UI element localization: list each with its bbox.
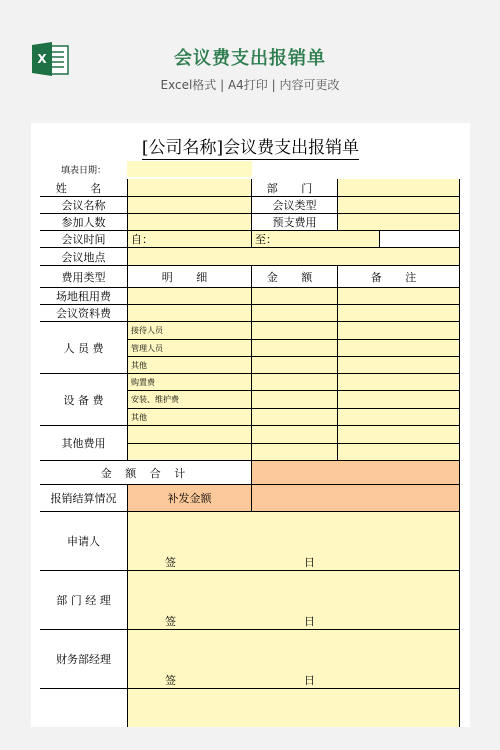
equipment-item: 购置费 [128,374,252,391]
equipment-amount-field[interactable] [252,374,338,391]
label-materials: 会议资料费 [40,305,128,322]
header-amount: 金 额 [252,266,338,288]
applicant-sign-label: 签 [165,556,176,569]
dept-manager-sign-label: 签 [165,615,176,628]
total-amount-field[interactable] [252,461,460,485]
finance-manager-sign-label: 签 [165,674,176,687]
attendees-field[interactable] [128,214,252,231]
label-personnel: 人 员 费 [40,322,128,374]
header-detail: 明 细 [128,266,252,288]
name-field[interactable] [128,179,252,197]
label-finance-manager: 财务部经理 [40,630,128,689]
fill-date-label: 填表日期： [61,166,107,176]
materials-amount-field[interactable] [252,305,338,322]
meeting-name-field[interactable] [128,197,252,214]
time-from-field[interactable]: 自： [128,231,252,248]
department-field[interactable] [338,179,460,197]
other-detail-field[interactable] [128,426,252,444]
label-meeting-name: 会议名称 [40,197,128,214]
meeting-type-field[interactable] [338,197,460,214]
label-budget: 预支费用 [252,214,338,231]
page-subtitle: Excel格式 | A4打印 | 内容可更改 [160,78,340,92]
label-attendees: 参加人数 [40,214,128,231]
label-name: 姓 名 [40,179,128,197]
time-to-field[interactable]: 至： [252,231,380,248]
equipment-amount-field[interactable] [252,391,338,409]
personnel-item: 管理人员 [128,340,252,357]
fill-date-field[interactable] [127,161,252,177]
svg-text:X: X [37,52,47,66]
other-remark-field[interactable] [338,426,460,444]
form-title: [公司名称]会议费支出报销单 [141,138,360,158]
personnel-item: 其他 [128,357,252,374]
label-supplement: 补发金额 [128,485,252,512]
meeting-place-field[interactable] [128,248,460,266]
personnel-amount-field[interactable] [252,340,338,357]
materials-detail-field[interactable] [128,305,252,322]
label-venue-rent: 场地租用费 [40,288,128,305]
label-meeting-type: 会议类型 [252,197,338,214]
other-amount-field[interactable] [252,444,338,461]
equipment-remark-field[interactable] [338,391,460,409]
other-detail-field[interactable] [128,444,252,461]
equipment-item: 其他 [128,409,252,426]
page-title: 会议费支出报销单 [174,48,326,69]
venue-detail-field[interactable] [128,288,252,305]
personnel-item: 接待人员 [128,322,252,340]
equipment-remark-field[interactable] [338,409,460,426]
next-approver-sign-area[interactable] [128,689,460,727]
venue-remark-field[interactable] [338,288,460,305]
label-other-costs: 其他费用 [40,426,128,461]
applicant-date-label: 日 [304,556,315,569]
label-next-approver [40,689,128,727]
other-amount-field[interactable] [252,426,338,444]
label-equipment: 设 备 费 [40,374,128,426]
equipment-amount-field[interactable] [252,409,338,426]
label-applicant: 申请人 [40,512,128,571]
label-meeting-time: 会议时间 [40,231,128,248]
personnel-amount-field[interactable] [252,322,338,340]
equipment-remark-field[interactable] [338,374,460,391]
personnel-remark-field[interactable] [338,340,460,357]
label-cost-type: 费用类型 [40,266,128,288]
label-total: 金 额 合 计 [40,461,252,485]
label-department: 部 门 [252,179,338,197]
equipment-item: 安装、维护费 [128,391,252,409]
finance-manager-date-label: 日 [304,674,315,687]
dept-manager-date-label: 日 [304,615,315,628]
form-sheet [31,123,470,727]
personnel-remark-field[interactable] [338,322,460,340]
materials-remark-field[interactable] [338,305,460,322]
other-remark-field[interactable] [338,444,460,461]
personnel-remark-field[interactable] [338,357,460,374]
budget-field[interactable] [338,214,460,231]
personnel-amount-field[interactable] [252,357,338,374]
header-remark: 备 注 [338,266,460,288]
time-spare-cell [380,231,460,248]
label-settlement: 报销结算情况 [40,485,128,512]
label-meeting-place: 会议地点 [40,248,128,266]
label-dept-manager: 部 门 经 理 [40,571,128,630]
supplement-amount-field[interactable] [252,485,460,512]
venue-amount-field[interactable] [252,288,338,305]
